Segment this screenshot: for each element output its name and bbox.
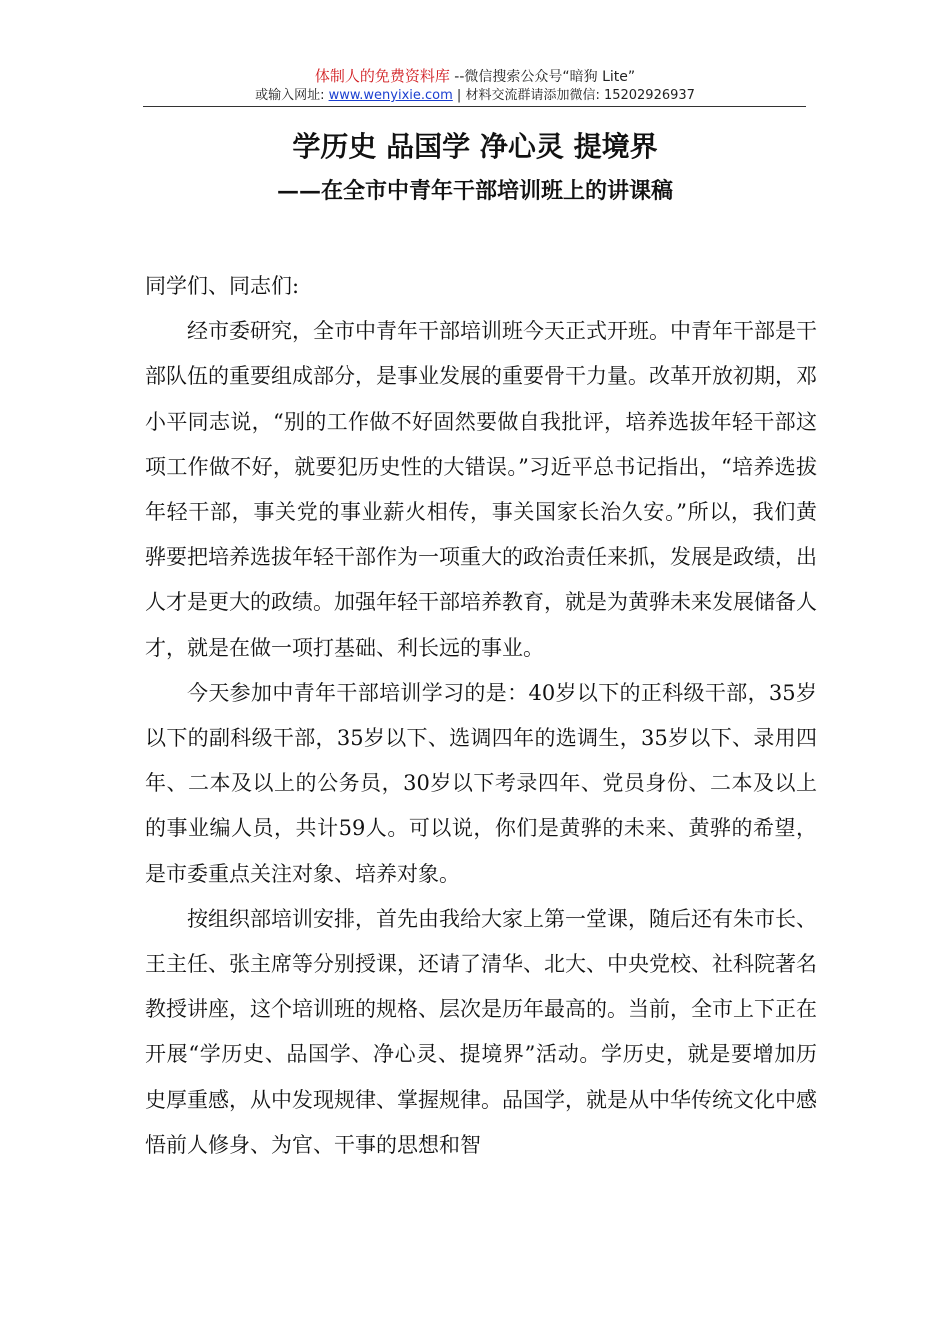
header-site-link[interactable]: www.wenyixie.com: [328, 88, 453, 103]
salutation: 同学们、同志们:: [145, 274, 300, 298]
header-brand-suffix: --微信搜索公众号“暗狗 Lite”: [449, 69, 636, 85]
paragraph: 按组织部培训安排，首先由我给大家上第一堂课，随后还有朱市长、王主任、张主席等分别授课，还请了清华、北大、中央党校、社科院著名教授讲座，这个培训班的规格、层次是历年最高的。当前，全市上下正在开展“学历史、品国学、净心灵、提境界”活动。学历史，就是要增加历史厚重感，从中发现规律、掌握规律。品国学，就是从中华传统文化中感悟前人修身、为官、干事的思想和智: [145, 906, 817, 1157]
document-subtitle: ——在全市中青年干部培训班上的讲课稿: [276, 178, 673, 204]
header-divider: [143, 106, 806, 107]
paragraph: 经市委研究，全市中青年干部培训班今天正式开班。中青年干部是干部队伍的重要组成部分，是事业发展的重要骨干力量。改革开放初期，邓小平同志说，“别的工作做不好固然要做自我批评，培养选拔年轻干部这项工作做不好，就要犯历史性的大错误。”习近平总书记指出，“培养选拔年轻干部，事关党的事业薪火相传，事关国家长治久安。”所以，我们黄骅要把培养选拔年轻干部作为一项重大的政治责任来抓，发展是政绩，出人才是更大的政绩。加强年轻干部培养教育，就是为黄骅未来发展储备人才，就是在做一项打基础、利长远的事业。: [145, 319, 817, 660]
header-site-prefix: 或输入网址:: [255, 88, 329, 103]
paragraph: 今天参加中青年干部培训学习的是：40岁以下的正科级干部，35岁以下的副科级干部，35岁以下、选调四年的选调生，35岁以下、录用四年、二本及以上的公务员，30岁以下考录四年、党员身份、二本及以上的事业编人员，共计59人。可以说，你们是黄骅的未来、黄骅的希望，是市委重点关注对象、培养对象。: [145, 680, 817, 886]
document-title: 学历史 品国学 净心灵 提境界: [292, 130, 658, 163]
header-site-suffix: | 材料交流群请添加微信: 15202926937: [452, 88, 695, 103]
header-brand: 体制人的免费资料库: [314, 67, 450, 85]
header-line-2: [0, 87, 950, 105]
header-line-1: [0, 66, 950, 87]
document-body: [145, 264, 817, 1168]
